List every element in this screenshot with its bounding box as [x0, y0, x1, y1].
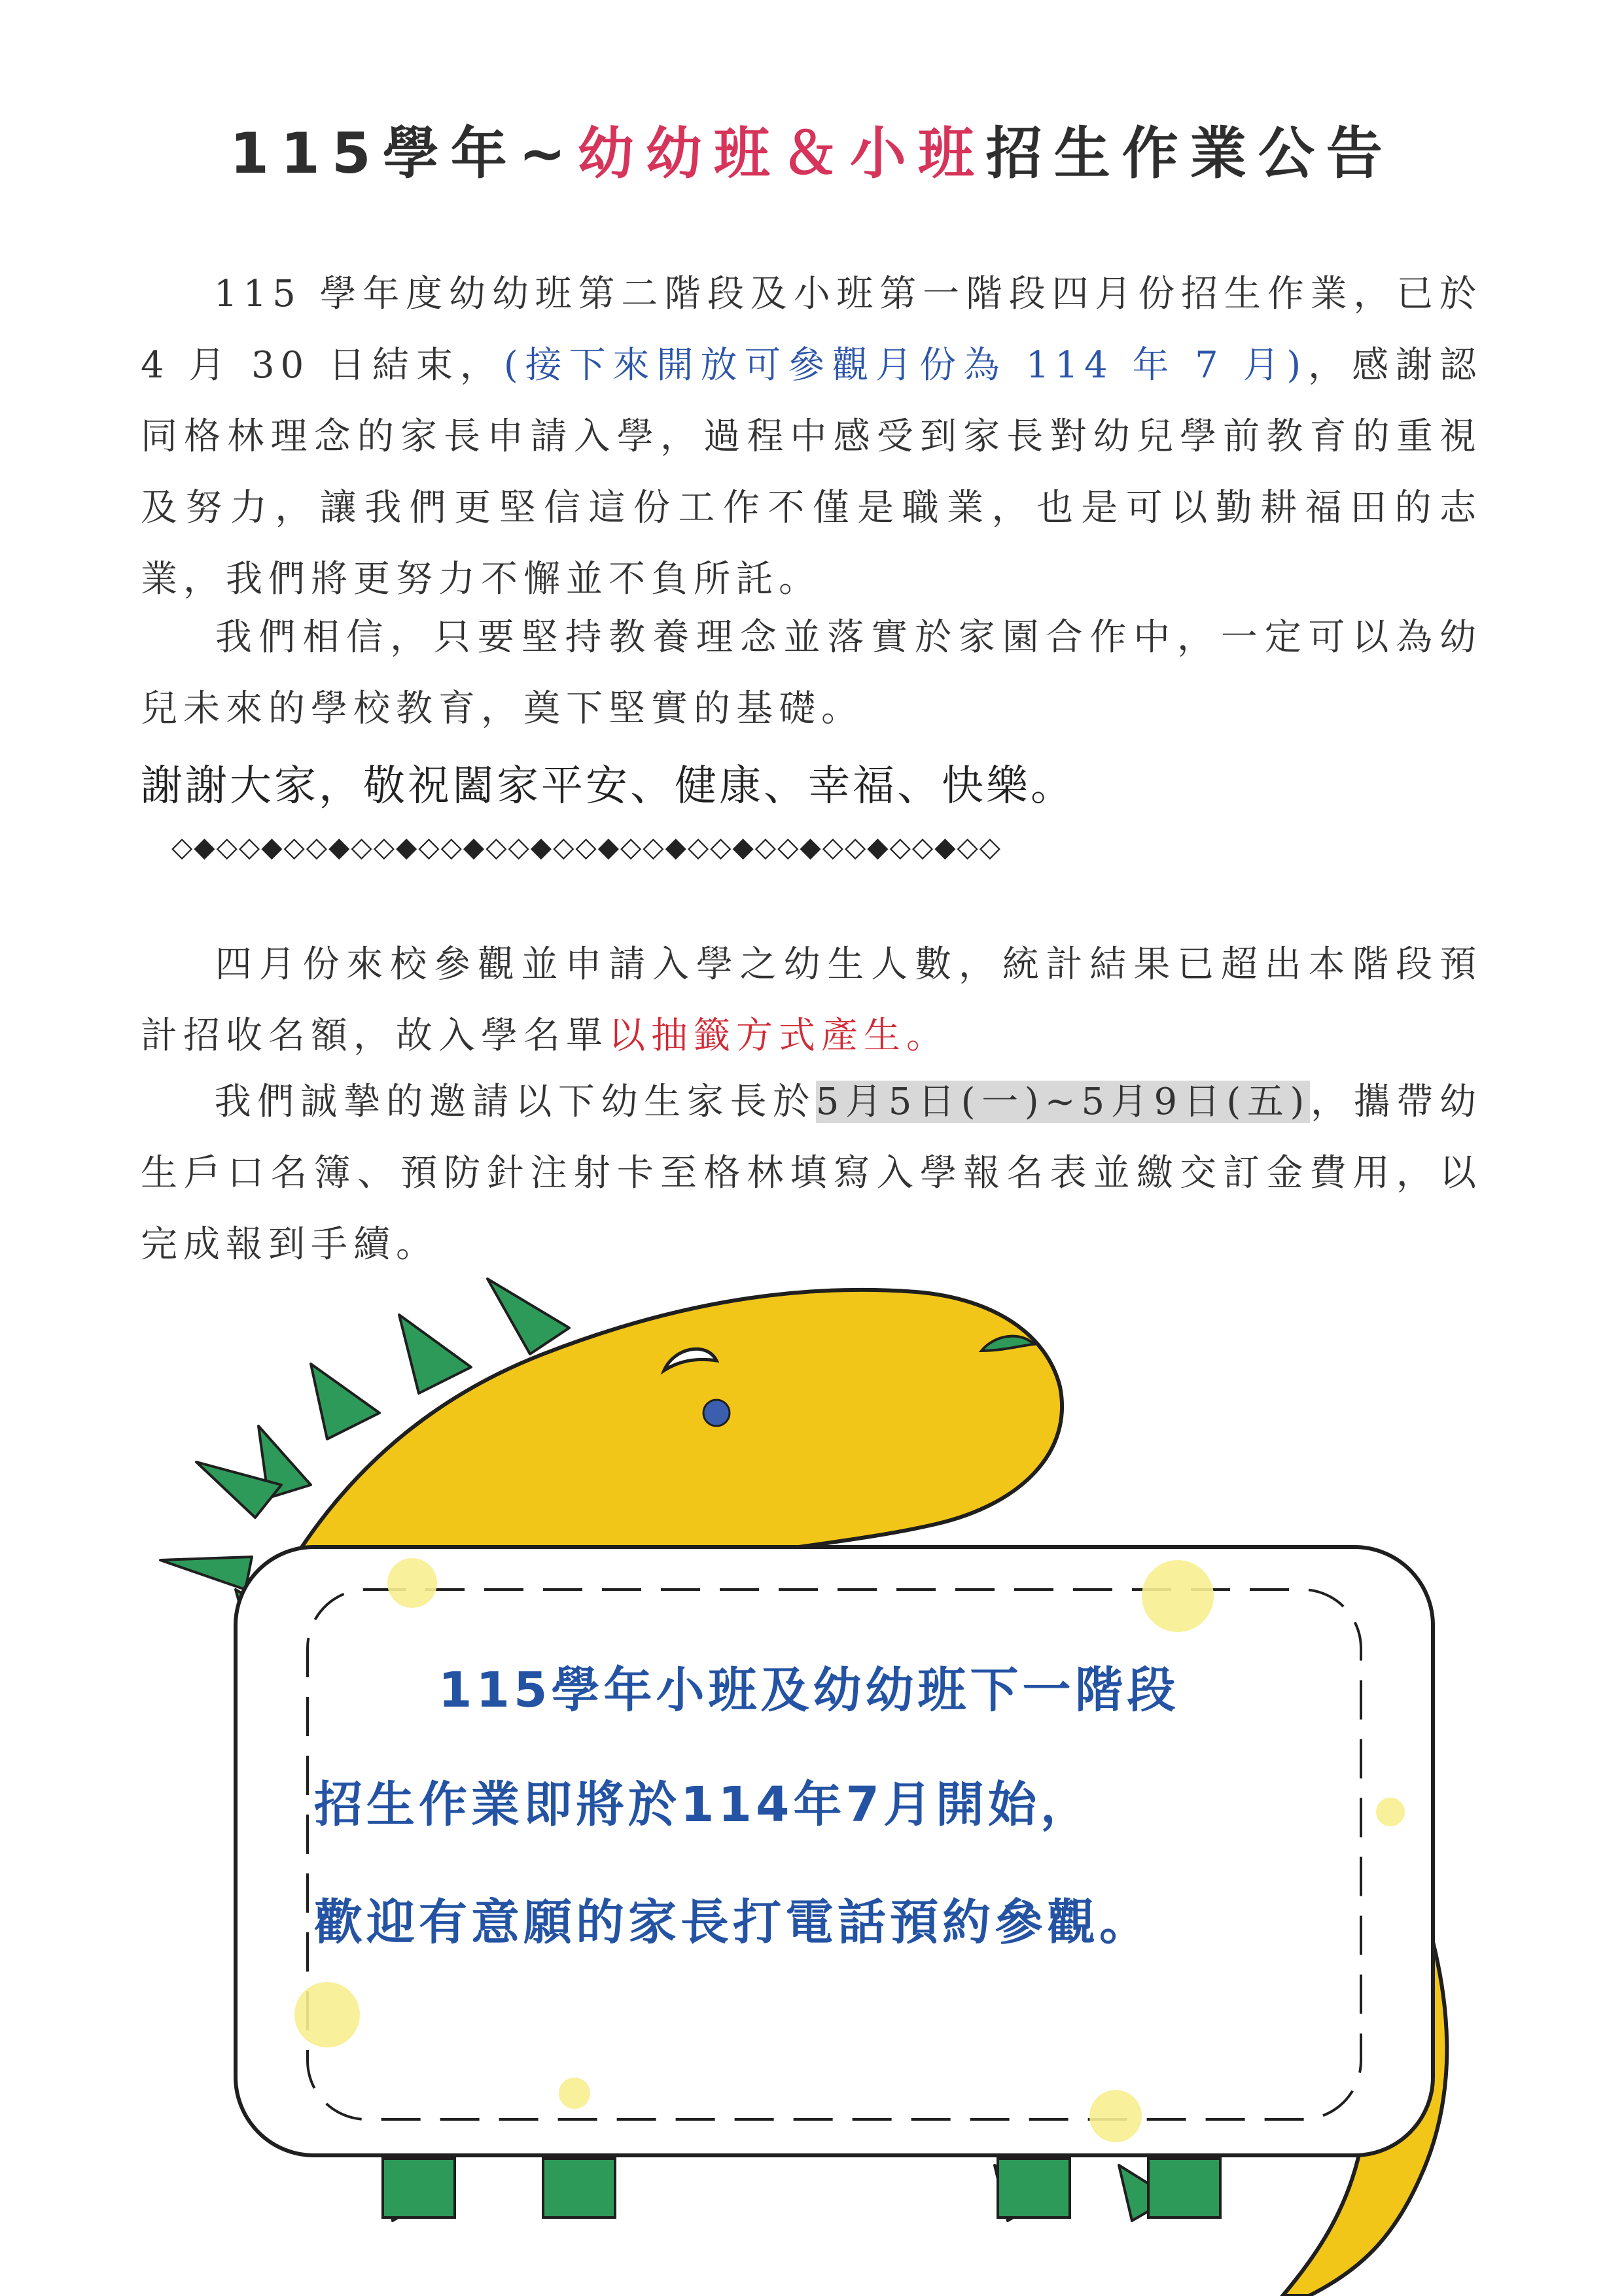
- p3-lottery-note: 以抽籤方式產生。: [609, 1015, 949, 1057]
- p4-text-c: ，攜帶幼生戶口名簿、預防針注射卡至格林填寫入學報名表並繳交訂金費用，以完成報到手續。: [141, 1081, 1483, 1266]
- p1-text-c: ，感謝認同格林理念的家長申請入學，過程中感受到家長對幼兒學前教育的重視及努力，讓我們更堅信這份工作不僅是職業，也是可以勤耕福田的志業，我們將更努力不懈並不負所託。: [141, 344, 1483, 600]
- paragraph-lottery: [141, 929, 1482, 1071]
- notice-line-3: 歡迎有意願的家長打電話預約參觀。: [314, 1894, 1152, 1951]
- p4-text-a: 我們誠摯的邀請以下幼生家長於: [214, 1081, 816, 1123]
- title-announcement: 招生作業公告: [985, 121, 1394, 186]
- p1-text-a: 115 學年度幼幼班第二階段及小班第一階段四月份招生作業，已於 4 月 30 日結束，: [141, 273, 1482, 387]
- title-year: 115學年~: [230, 121, 578, 186]
- title-classes: 幼幼班＆小班: [577, 121, 986, 186]
- p4-registration-dates: 5月5日(一)~5月9日(五): [815, 1081, 1311, 1123]
- divider: ◇◆◇◇◆◇◇◆◇◇◆◇◇◆◇◇◆◇◇◆◇◇◆◇◇◆◇◇◆◇◇◆◇◇◆◇◇: [171, 831, 1002, 863]
- greeting: 謝謝大家，敬祝闔家平安、健康、幸福、快樂。: [141, 762, 1075, 810]
- p3-text-a: 四月份來校參觀並申請入學之幼生人數，統計結果已超出本階段預計招收名額，故入學名單: [141, 943, 1482, 1057]
- paragraph-belief: [141, 602, 1482, 744]
- paragraph-enrollment-result: [141, 258, 1482, 615]
- p1-visit-month: (接下來開放可參觀月份為 114 年 7 月): [503, 344, 1307, 387]
- notice-line-1: 115學年小班及幼幼班下一階段: [438, 1662, 1180, 1718]
- notice-line-2: 招生作業即將於114年7月開始，: [314, 1777, 1093, 1833]
- p2-text: 我們相信，只要堅持教養理念並落實於家園合作中，一定可以為幼兒未來的學校教育，奠下堅實的基礎。: [141, 616, 1482, 730]
- page-title: [0, 108, 1624, 189]
